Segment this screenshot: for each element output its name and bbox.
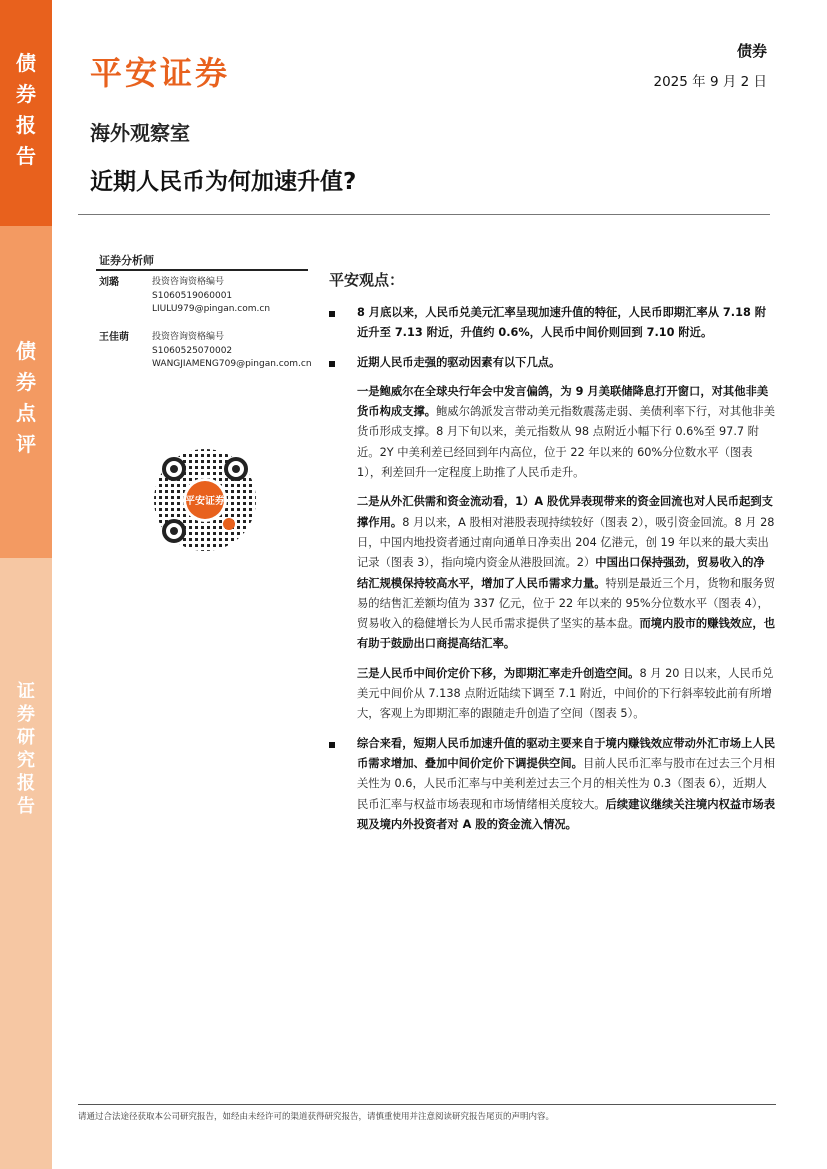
paragraph: [329, 492, 775, 654]
analyst-license-label: 投资咨询资格编号: [152, 277, 225, 287]
sidebar-block-commentary: [0, 226, 52, 558]
bullet-item: [329, 353, 775, 373]
sidebar: [0, 0, 52, 1169]
title-divider: [78, 214, 770, 215]
bullet-lead: 后续建议继续关注境内权益市场表现及境内外投资者对 A 股的资金流入情况。: [357, 797, 776, 831]
paragraph: [329, 382, 775, 483]
paragraph-lead: 三是人民币中间价定价下移，为即期汇率走升创造空间。: [357, 666, 640, 680]
bullet-square-icon: [329, 742, 335, 748]
sidebar-block-report: [0, 0, 52, 226]
bullet-square-icon: [329, 311, 335, 317]
viewpoint-heading: 平安观点：: [329, 271, 405, 289]
analyst-license-label: 投资咨询资格编号: [152, 332, 225, 342]
analyst-email: WANGJIAMENG709@pingan.com.cn: [152, 359, 312, 370]
paragraph-body: 特别是最近三个月，货物和服务贸易的结售汇差额均值为 337 亿元，位于 22 年以来的 95%分位数水平（图表 4），贸易收入的稳健增长为人民币需求提供了坚实的基本盘。: [357, 576, 776, 631]
company-logo: 平安证券: [90, 54, 231, 92]
sidebar-block-research: [0, 558, 52, 1169]
bullet-lead: 综合来看，短期人民币加速升值的驱动主要来自于境内赚钱效应带动外汇市场上人民币需求增加、叠加中间价定价下调提供空间。: [357, 736, 775, 770]
paragraph-body: 8 月 20 日以来，人民币兑美元中间价从 7.138 点附近陆续下调至 7.1 附近，中间价的下行斜率较此前有所增大，客观上为即期汇率的跟随走升创造了空间（图表 5）。: [357, 666, 774, 721]
bullet-body: 目前人民币汇率与股市在过去三个月相关性为 0.6，人民币汇率与中美利差过去三个月的相关性为 0.3（图表 6），近期人民币汇率与权益市场表现和市场情绪相关度较大。: [357, 756, 776, 811]
paragraph-lead: 中国出口保持强劲，贸易收入的净结汇规模保持较高水平，增加了人民币需求力量。: [357, 556, 765, 590]
paragraph-lead: 一是鲍威尔在全球央行年会中发言偏鸽，为 9 月美联储降息打开窗口，对其他非美货币构成支撑。: [357, 384, 769, 419]
report-date: 2025 年 9 月 2 日: [653, 74, 767, 90]
qr-center-logo: 平安证券: [185, 496, 225, 507]
sidebar-label-research: 证券研究报告: [17, 681, 35, 817]
analyst-license: S1060525070002: [152, 345, 233, 356]
paragraph-body: 8 月以来，A 股相对港股表现持续较好（图表 2），吸引资金回流。8 月 28 日，中国内地投资者通过南向通单日净卖出 204 亿港元，创 19 年以来的最大卖出记录（图表 3），指向境内资金从港股回流。2）: [357, 515, 775, 570]
paragraph-body: 鲍威尔鸽派发言带动美元指数震荡走弱、美债利率下行，对其他非美货币形成支撑。8 月下旬以来，美元指数从 98 点附近小幅下行 0.6%至 97.7 附近。2Y 中美利差已经回到年内高位，位于 22 年以来的 60%分位数水平（图表 1），利差回升一定程度上助推了人民币走升。: [357, 405, 776, 480]
page-title: 近期人民币为何加速升值?: [90, 169, 357, 195]
bullet-text: 近期人民币走强的驱动因素有以下几点。: [357, 355, 561, 369]
analyst-info: [152, 331, 312, 372]
footer-divider: [78, 1104, 776, 1105]
paragraph-lead: 而境内股市的赚钱效应，也有助于鼓励出口商提高结汇率。: [357, 617, 776, 651]
analyst-info: [152, 276, 270, 317]
analyst-email: LIULU979@pingan.com.cn: [152, 304, 271, 315]
bullet-item: [329, 734, 775, 835]
paragraph-lead: 二是从外汇供需和资金流动看，1）A 股优异表现带来的资金回流也对人民币起到支撑作用。: [357, 495, 773, 529]
analyst-name: 王佳萌: [99, 332, 129, 343]
analyst-license: S1060519060001: [152, 290, 233, 301]
bullet-square-icon: [329, 361, 335, 367]
sidebar-label-commentary: 债券点评: [16, 339, 36, 456]
report-type: 债券: [736, 42, 767, 60]
qr-code-icon: [152, 447, 258, 553]
sidebar-label-report: 债券报告: [16, 51, 36, 168]
bullet-text: 8 月底以来，人民币兑美元汇率呈现加速升值的特征，人民币即期汇率从 7.18 附近升至 7.13 附近，升值约 0.6%，人民币中间价则回到 7.10 附近。: [357, 306, 767, 340]
section-title: 海外观察室: [90, 121, 190, 145]
main-content: [329, 303, 775, 844]
analysts-divider: [96, 269, 308, 271]
analysts-heading: 证券分析师: [99, 254, 154, 267]
analyst-name: 刘璐: [99, 277, 119, 288]
footer-disclaimer: 请通过合法途径获取本公司研究报告，如经由未经许可的渠道获得研究报告，请慎重使用并注意阅读研究报告尾页的声明内容。: [78, 1112, 555, 1122]
bullet-item: [329, 303, 775, 344]
paragraph: [329, 664, 775, 725]
